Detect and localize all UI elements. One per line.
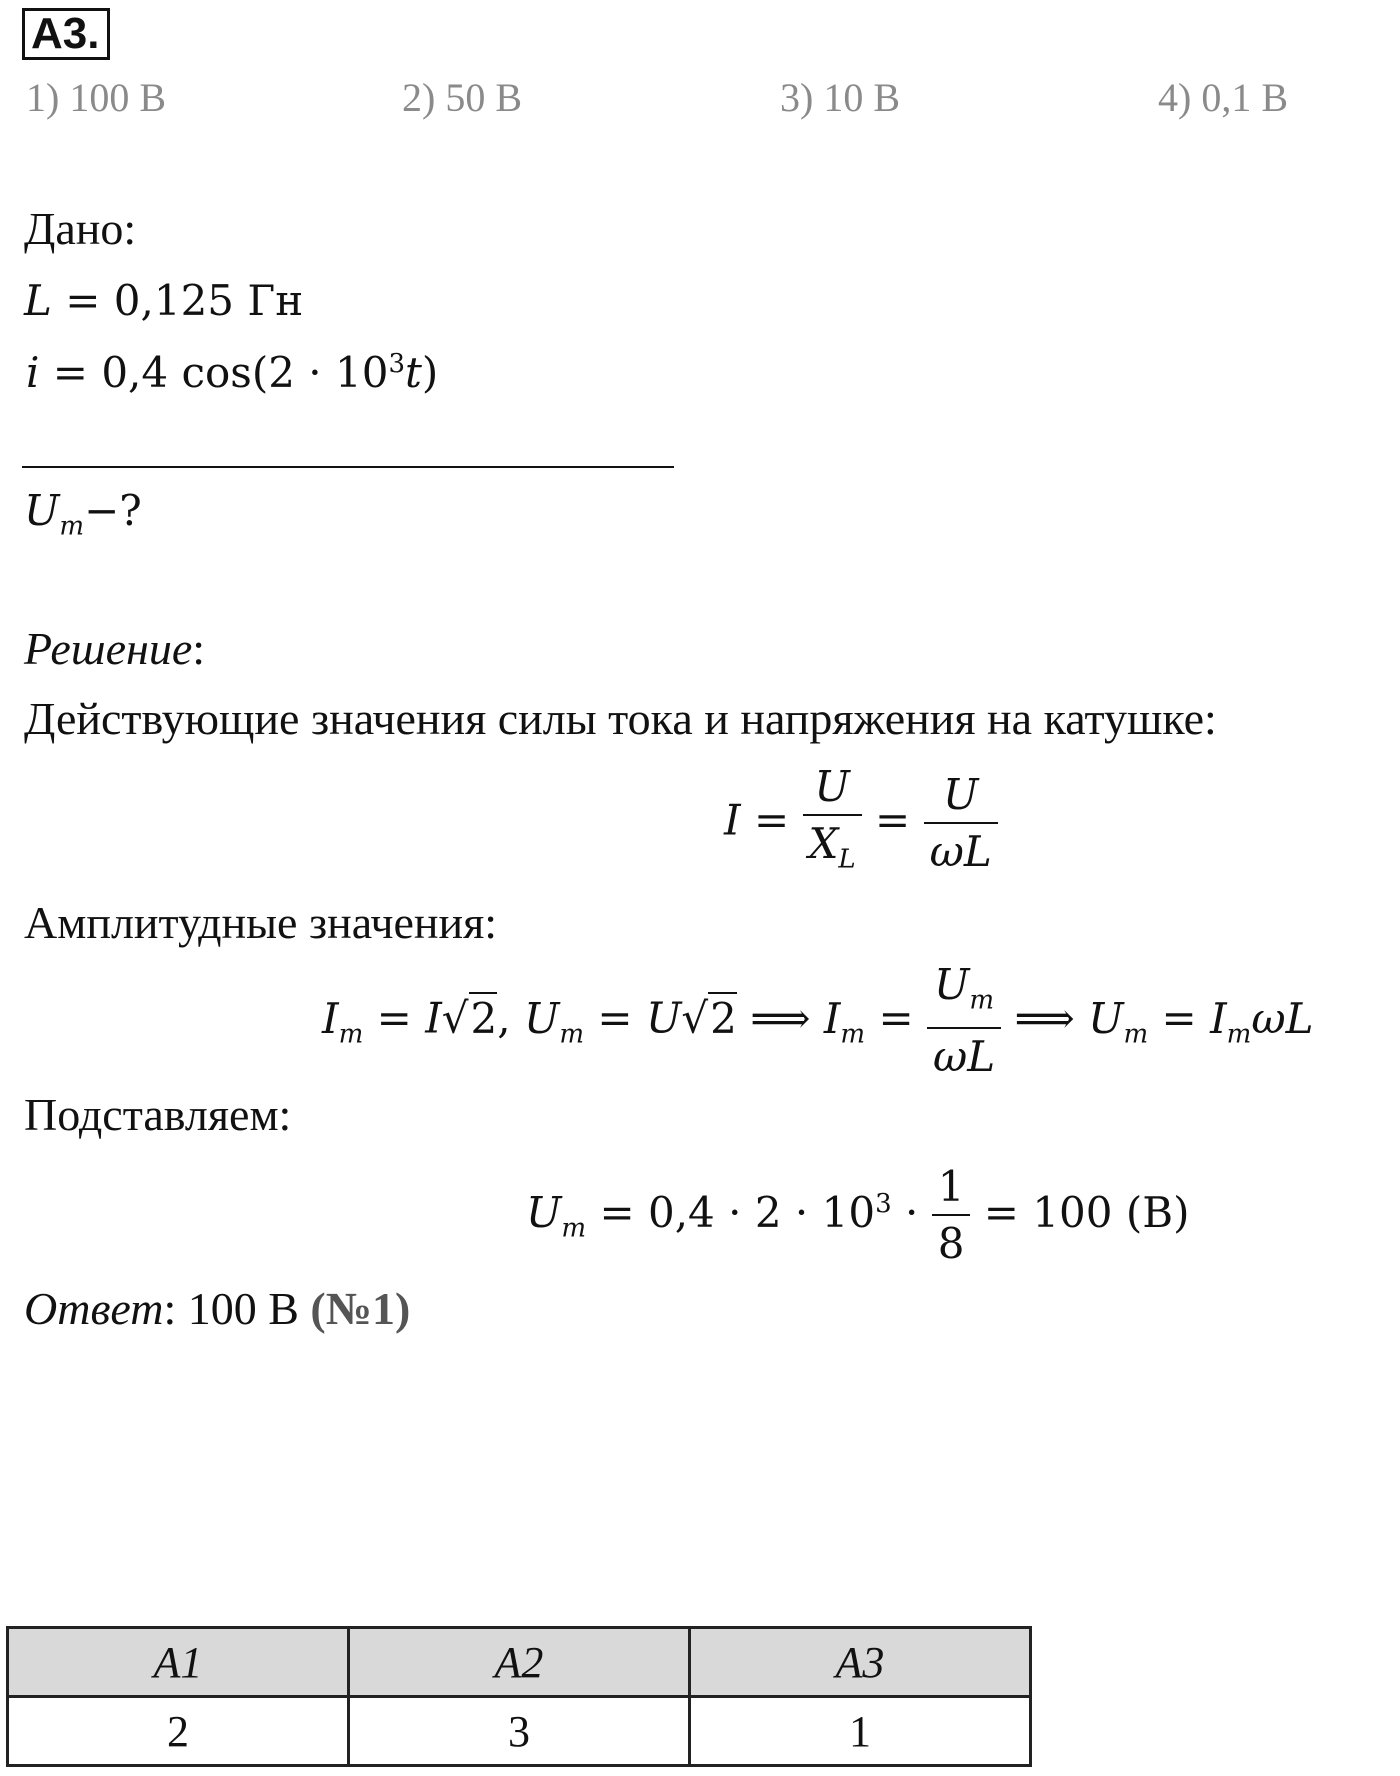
given-current-exp: 3 bbox=[388, 349, 406, 379]
solution-line-3: Подставляем: bbox=[24, 1089, 292, 1140]
find-quantity: $U_m-$? bbox=[24, 486, 142, 542]
answers-table bbox=[6, 1626, 1032, 1767]
calc-num: 1 bbox=[932, 1160, 971, 1216]
formula-amplitude: $I_m = I√2$, $U_m = U√2$ ⟹ $I_m$ = $\frac{U_m}{\omega L}$ ⟹ $U_m = I_m\omega L$ bbox=[322, 960, 1314, 1082]
given-current-expr: = 0,4 cos(2 · 10 bbox=[52, 348, 389, 397]
table-cell: 2 bbox=[8, 1697, 349, 1766]
answer-value: : 100 В bbox=[163, 1283, 311, 1334]
given-title: Дано: bbox=[24, 203, 137, 254]
given-current: i = 0,4 $\cos(2 \cdot 10^3t)$ bbox=[26, 348, 439, 397]
option-4: 4) 0,1 В bbox=[1158, 75, 1288, 120]
solution-line-1: Действующие значения силы тока и напряжения на катушке: bbox=[24, 693, 1217, 744]
given-current-close: ) bbox=[421, 348, 439, 397]
calc-part-b: · bbox=[891, 1188, 932, 1237]
table-header-cell: А1 bbox=[8, 1628, 349, 1697]
option-1: 1) 100 В bbox=[26, 75, 166, 120]
table-header-cell: А3 bbox=[690, 1628, 1031, 1697]
given-inductance: L = 0,125 Гн bbox=[24, 276, 304, 325]
option-3: 3) 10 В bbox=[780, 75, 900, 120]
formula-substitution: $U_m = 0,4 \cdot 2 \cdot 10^3$ · $\frac{1}{8}$ = 100 (В) bbox=[526, 1160, 1189, 1272]
answer-ref: (№1) bbox=[310, 1283, 411, 1334]
calc-exp: 3 bbox=[875, 1189, 892, 1219]
calc-part-c: = 100 (В) bbox=[970, 1188, 1190, 1237]
calc-part-a: = 0,4 · 2 · 10 bbox=[586, 1188, 876, 1237]
formula-effective: I = $\frac{U}{X_L}$ = $\frac{U}{\omega L}$ bbox=[724, 760, 998, 887]
table-header-cell: А2 bbox=[349, 1628, 690, 1697]
find-tail: −? bbox=[84, 486, 142, 535]
table-row bbox=[8, 1697, 1031, 1766]
given-inductance-value: = 0,125 Гн bbox=[65, 276, 304, 325]
option-2: 2) 50 В bbox=[402, 75, 522, 120]
calc-den: 8 bbox=[937, 1219, 965, 1268]
answer-label: Ответ bbox=[24, 1283, 164, 1334]
solution-line-2: Амплитудные значения: bbox=[24, 897, 498, 948]
task-label: А3. bbox=[22, 8, 110, 60]
table-cell: 3 bbox=[349, 1697, 690, 1766]
given-divider bbox=[22, 466, 674, 468]
table-header-row bbox=[8, 1628, 1031, 1697]
solution-title: Решение: bbox=[24, 623, 206, 674]
answer-line bbox=[24, 1282, 410, 1335]
table-cell: 1 bbox=[690, 1697, 1031, 1766]
solution-title-text: Решение bbox=[24, 623, 193, 674]
